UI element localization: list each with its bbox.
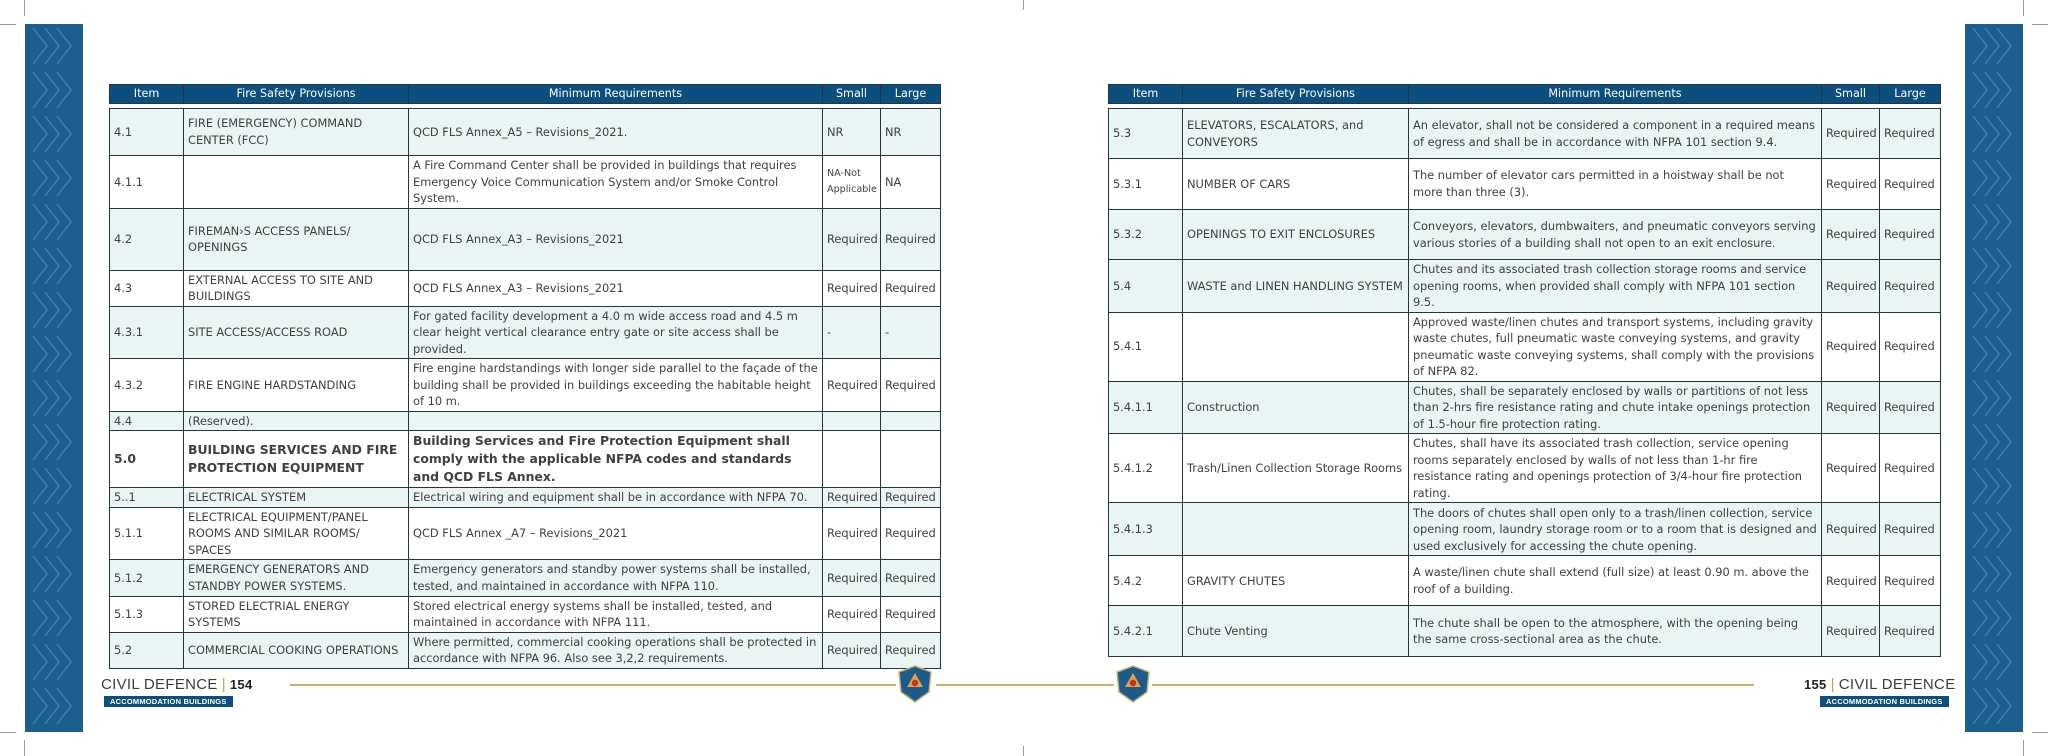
small-cell: Required	[823, 270, 881, 306]
item-cell: 5.4.1.1	[1109, 381, 1183, 434]
header-item: Item	[110, 85, 184, 104]
small-cell: Required	[1822, 210, 1880, 260]
item-cell: 5.4.1.2	[1109, 434, 1183, 503]
table-row	[110, 359, 941, 412]
header-large: Large	[1880, 85, 1941, 104]
provision-cell: NUMBER OF CARS	[1183, 159, 1409, 210]
item-cell: 5.4.2	[1109, 556, 1183, 606]
page-number: 154	[229, 677, 253, 692]
large-cell: Required	[881, 270, 941, 306]
requirement-cell: Building Services and Fire Protection Equipment shall comply with the applicable NFPA codes and standards and QCD FLS Annex.	[409, 431, 823, 488]
crop-mark	[0, 732, 16, 733]
table-row	[1109, 606, 1941, 657]
header-item: Item	[1109, 85, 1183, 104]
table-row	[1109, 312, 1941, 381]
provision-cell: SITE ACCESS/ACCESS ROAD	[184, 306, 409, 359]
table-row	[110, 507, 941, 560]
provision-cell: FIRE ENGINE HARDSTANDING	[184, 359, 409, 412]
crop-mark	[2023, 0, 2024, 16]
crop-mark	[2032, 732, 2048, 733]
requirement-cell: Fire engine hardstandings with longer side parallel to the façade of the building shall be provided in buildings exceeding the habitable height of 10 m.	[409, 359, 823, 412]
item-cell: 5.4.1	[1109, 312, 1183, 381]
left-requirements-table	[109, 84, 941, 669]
large-cell: Required	[1880, 434, 1941, 503]
small-cell: Required	[1822, 381, 1880, 434]
item-cell: 5.4.2.1	[1109, 606, 1183, 657]
large-cell: NR	[881, 109, 941, 156]
item-cell: 4.4	[110, 411, 184, 431]
header-small: Small	[823, 85, 881, 104]
crop-mark	[1023, 0, 1024, 10]
table-row	[1109, 503, 1941, 556]
footer-right	[1804, 676, 1956, 693]
large-cell	[881, 411, 941, 431]
requirement-cell: QCD FLS Annex_A3 – Revisions_2021	[409, 270, 823, 306]
provision-cell: ELEVATORS, ESCALATORS, and CONVEYORS	[1183, 109, 1409, 159]
provision-cell: FIRE (EMERGENCY) COMMAND CENTER (FCC)	[184, 109, 409, 156]
provision-cell: ELECTRICAL SYSTEM	[184, 488, 409, 508]
large-cell: Required	[1880, 503, 1941, 556]
footer-left	[101, 676, 253, 693]
table-row	[1109, 159, 1941, 210]
small-cell: Required	[1822, 606, 1880, 657]
table-row	[1109, 260, 1941, 313]
requirement-cell: QCD FLS Annex_A5 – Revisions_2021.	[409, 109, 823, 156]
provision-cell: Construction	[1183, 381, 1409, 434]
provision-cell: WASTE and LINEN HANDLING SYSTEM	[1183, 260, 1409, 313]
footer-divider-center	[936, 684, 1114, 686]
small-cell: Required	[823, 208, 881, 270]
large-cell: Required	[881, 488, 941, 508]
small-cell: Required	[823, 488, 881, 508]
item-cell: 4.3	[110, 270, 184, 306]
requirement-cell: Conveyors, elevators, dumbwaiters, and pneumatic conveyors serving various stories of a building shall not open to an exit enclosure.	[1409, 210, 1822, 260]
table-row	[110, 596, 941, 632]
requirement-cell: The chute shall be open to the atmosphere, with the opening being the same cross-sectional area as the chute.	[1409, 606, 1822, 657]
provision-cell: EMERGENCY GENERATORS AND STANDBY POWER SYSTEMS.	[184, 560, 409, 596]
section-tag: ACCOMMODATION BUILDINGS	[104, 696, 233, 707]
small-cell: Required	[1822, 260, 1880, 313]
crop-mark	[0, 24, 16, 25]
provision-cell: (Reserved).	[184, 411, 409, 431]
item-cell: 5.3.1	[1109, 159, 1183, 210]
section-tag: ACCOMMODATION BUILDINGS	[1820, 696, 1949, 707]
requirement-cell: Chutes, shall be separately enclosed by walls or partitions of not less than 2-hrs fire resistance rating and chute intake openings protection of 1.5-hour fire protection rating.	[1409, 381, 1822, 434]
large-cell: Required	[1880, 312, 1941, 381]
item-cell: 4.3.2	[110, 359, 184, 412]
item-cell: 5.3	[1109, 109, 1183, 159]
provision-cell: STORED ELECTRIAL ENERGY SYSTEMS	[184, 596, 409, 632]
table-row	[1109, 434, 1941, 503]
requirement-cell: Approved waste/linen chutes and transport systems, including gravity waste chutes, full pneumatic waste conveying systems, and gravity pneumatic waste conveying systems, shall comply with the provisions of NFPA 82.	[1409, 312, 1822, 381]
provision-cell	[1183, 312, 1409, 381]
item-cell: 4.1	[110, 109, 184, 156]
table-row	[110, 270, 941, 306]
table-row	[110, 431, 941, 488]
large-cell: Required	[1880, 210, 1941, 260]
item-cell: 5.1.2	[110, 560, 184, 596]
large-cell: NA	[881, 156, 941, 209]
item-cell: 5.2	[110, 632, 184, 668]
large-cell: Required	[881, 596, 941, 632]
table-row	[110, 411, 941, 431]
item-cell: 4.3.1	[110, 306, 184, 359]
table-row	[1109, 210, 1941, 260]
table-row	[1109, 556, 1941, 606]
item-cell: 5.0	[110, 431, 184, 488]
header-requirements: Minimum Requirements	[409, 85, 823, 104]
crop-mark	[2032, 24, 2048, 25]
requirement-cell: Chutes and its associated trash collection storage rooms and service opening rooms, when provided shall comply with NFPA 101 section 9.5.	[1409, 260, 1822, 313]
footer-divider-left	[290, 684, 896, 686]
large-cell: -	[881, 306, 941, 359]
requirement-cell: The number of elevator cars permitted in a hoistway shall be not more than three (3).	[1409, 159, 1822, 210]
table-row	[110, 306, 941, 359]
small-cell: Required	[1822, 434, 1880, 503]
header-large: Large	[881, 85, 941, 104]
requirement-cell: A waste/linen chute shall extend (full size) at least 0.90 m. above the roof of a building.	[1409, 556, 1822, 606]
table-row	[110, 156, 941, 209]
table-row	[110, 208, 941, 270]
small-cell: Required	[1822, 556, 1880, 606]
crop-mark	[24, 740, 25, 756]
page-number: 155	[1804, 677, 1827, 692]
crop-mark	[1023, 746, 1024, 756]
item-cell: 5.1.3	[110, 596, 184, 632]
civil-defence-emblem-icon	[896, 664, 934, 704]
small-cell	[823, 411, 881, 431]
large-cell: Required	[1880, 159, 1941, 210]
footer-divider-right	[1152, 684, 1754, 686]
small-cell: -	[823, 306, 881, 359]
footer-title: CIVIL DEFENCE	[1838, 676, 1956, 693]
small-cell: Required	[823, 507, 881, 560]
header-small: Small	[1822, 85, 1880, 104]
header-provisions: Fire Safety Provisions	[1183, 85, 1409, 104]
table-row	[110, 632, 941, 668]
table-row	[1109, 381, 1941, 434]
item-cell: 5.4.1.3	[1109, 503, 1183, 556]
large-cell: Required	[881, 560, 941, 596]
provision-cell	[184, 156, 409, 209]
large-cell: Required	[1880, 606, 1941, 657]
large-cell	[881, 431, 941, 488]
requirement-cell: Chutes, shall have its associated trash collection, service opening rooms separately enclosed by walls of not less than 1-hr fire resistance rating and openings protection of 3/4-hour fire protection rating.	[1409, 434, 1822, 503]
requirement-cell: Electrical wiring and equipment shall be in accordance with NFPA 70.	[409, 488, 823, 508]
item-cell: 4.1.1	[110, 156, 184, 209]
large-cell: Required	[1880, 109, 1941, 159]
requirement-cell: QCD FLS Annex_A3 – Revisions_2021	[409, 208, 823, 270]
large-cell: Required	[881, 359, 941, 412]
small-cell: Required	[1822, 109, 1880, 159]
small-cell: Required	[823, 560, 881, 596]
left-decorative-band	[25, 24, 83, 732]
table-row	[110, 488, 941, 508]
footer-separator: |	[221, 676, 226, 693]
crop-mark	[2023, 740, 2024, 756]
footer-separator: |	[1830, 676, 1835, 693]
requirement-cell: A Fire Command Center shall be provided in buildings that requires Emergency Voice Communication System and/or Smoke Control System.	[409, 156, 823, 209]
requirement-cell	[409, 411, 823, 431]
header-requirements: Minimum Requirements	[1409, 85, 1822, 104]
large-cell: Required	[1880, 260, 1941, 313]
table-row	[110, 109, 941, 156]
crop-mark	[24, 0, 25, 16]
small-cell	[823, 431, 881, 488]
provision-cell: ELECTRICAL EQUIPMENT/PANEL ROOMS AND SIMILAR ROOMS/ SPACES	[184, 507, 409, 560]
provision-cell: EXTERNAL ACCESS TO SITE AND BUILDINGS	[184, 270, 409, 306]
item-cell: 5..1	[110, 488, 184, 508]
large-cell: Required	[881, 208, 941, 270]
table-header-row	[1109, 85, 1941, 104]
small-cell: Required	[1822, 159, 1880, 210]
requirement-cell: Stored electrical energy systems shall be installed, tested, and maintained in accordance with NFPA 111.	[409, 596, 823, 632]
provision-cell: Chute Venting	[1183, 606, 1409, 657]
large-cell: Required	[881, 632, 941, 668]
item-cell: 5.1.1	[110, 507, 184, 560]
small-cell: NA-Not Applicable	[823, 156, 881, 209]
table-row	[1109, 109, 1941, 159]
provision-cell: OPENINGS TO EXIT ENCLOSURES	[1183, 210, 1409, 260]
large-cell: Required	[1880, 556, 1941, 606]
requirement-cell: QCD FLS Annex _A7 – Revisions_2021	[409, 507, 823, 560]
small-cell: Required	[823, 359, 881, 412]
civil-defence-emblem-icon	[1114, 664, 1152, 704]
large-cell: Required	[881, 507, 941, 560]
provision-cell: GRAVITY CHUTES	[1183, 556, 1409, 606]
provision-cell: FIREMAN›S ACCESS PANELS/ OPENINGS	[184, 208, 409, 270]
header-provisions: Fire Safety Provisions	[184, 85, 409, 104]
large-cell: Required	[1880, 381, 1941, 434]
requirement-cell: Where permitted, commercial cooking operations shall be protected in accordance with NFPA 96. Also see 3,2,2 requirements.	[409, 632, 823, 668]
table-header-row	[110, 85, 941, 104]
small-cell: Required	[823, 632, 881, 668]
footer-title: CIVIL DEFENCE	[101, 676, 218, 693]
item-cell: 5.3.2	[1109, 210, 1183, 260]
right-decorative-band	[1965, 24, 2023, 732]
small-cell: Required	[1822, 312, 1880, 381]
item-cell: 5.4	[1109, 260, 1183, 313]
provision-cell	[1183, 503, 1409, 556]
small-cell: NR	[823, 109, 881, 156]
item-cell: 4.2	[110, 208, 184, 270]
small-cell: Required	[1822, 503, 1880, 556]
requirement-cell: The doors of chutes shall open only to a trash/linen collection, service opening room, laundry storage room or to a room that is designed and used exclusively for accessing the chute opening.	[1409, 503, 1822, 556]
provision-cell: COMMERCIAL COOKING OPERATIONS	[184, 632, 409, 668]
requirement-cell: An elevator, shall not be considered a component in a required means of egress and shall be in accordance with NFPA 101 section 9.4.	[1409, 109, 1822, 159]
table-row	[110, 560, 941, 596]
provision-cell: Trash/Linen Collection Storage Rooms	[1183, 434, 1409, 503]
provision-cell: BUILDING SERVICES AND FIRE PROTECTION EQUIPMENT	[184, 431, 409, 488]
small-cell: Required	[823, 596, 881, 632]
requirement-cell: For gated facility development a 4.0 m wide access road and 4.5 m clear height vertical clearance entry gate or site access shall be provided.	[409, 306, 823, 359]
requirement-cell: Emergency generators and standby power systems shall be installed, tested, and maintained in accordance with NFPA 110.	[409, 560, 823, 596]
right-requirements-table	[1108, 84, 1941, 657]
